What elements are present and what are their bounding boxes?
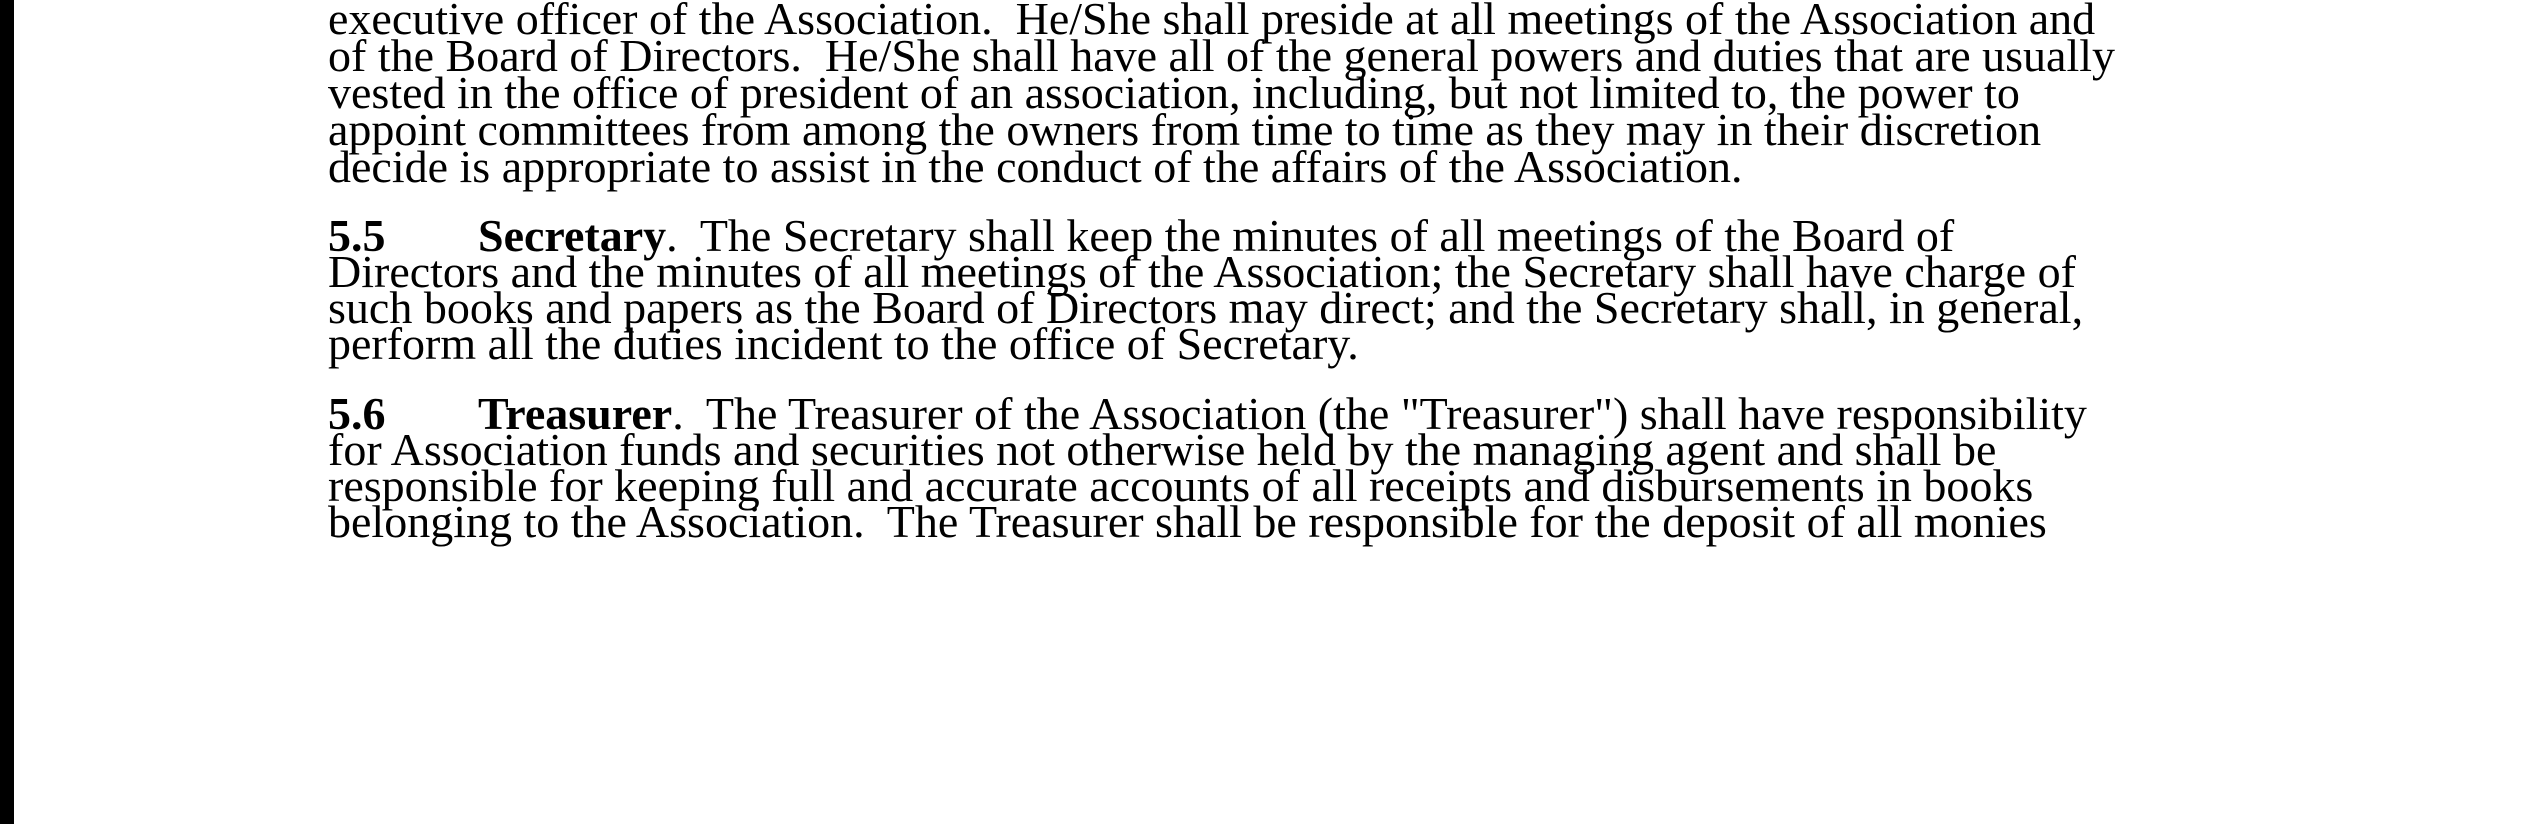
section-5-6-line-4: belonging to the Association. The Treasurer shall be responsible for the deposit of all monies xyxy=(328,496,2047,547)
section-5-6-heading: Treasurer xyxy=(478,388,673,439)
section-5-5-number: 5.5 xyxy=(328,210,386,261)
section-5-4-line-5: decide is appropriate to assist in the conduct of the affairs of the Association. xyxy=(328,141,1743,192)
section-5-4-line-3: vested in the office of president of an association, including, but not limited to, the power to xyxy=(328,67,2020,118)
section-5-6-line-3: responsible for keeping full and accurate accounts of all receipts and disbursements in books xyxy=(328,460,2034,511)
section-5-6-first-line-text: . The Treasurer of the Association (the "Treasurer") shall have responsibility xyxy=(672,388,2087,439)
section-5-4-line-1: executive officer of the Association. He/She shall preside at all meetings of the Association and xyxy=(328,0,2096,44)
section-5-6-line-2: for Association funds and securities not otherwise held by the managing agent and shall be xyxy=(328,424,1997,475)
section-5-6-number: 5.6 xyxy=(328,388,386,439)
section-5-5-line-3: such books and papers as the Board of Directors may direct; and the Secretary shall, in general, xyxy=(328,282,2084,333)
section-5-5-line-2: Directors and the minutes of all meetings of the Association; the Secretary shall have charge of xyxy=(328,246,2076,297)
section-5-4-line-2: of the Board of Directors. He/She shall have all of the general powers and duties that are usually xyxy=(328,30,2116,81)
section-5-4-line-4: appoint committees from among the owners from time to time as they may in their discretion xyxy=(328,104,2042,155)
section-5-5-line-4: perform all the duties incident to the office of Secretary. xyxy=(328,318,1359,369)
section-5-5-first-line-text: . The Secretary shall keep the minutes of all meetings of the Board of xyxy=(666,210,1955,261)
section-5-5-heading: Secretary xyxy=(478,210,667,261)
